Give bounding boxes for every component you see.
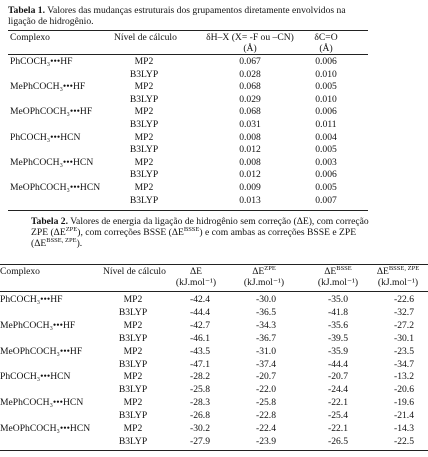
table2-header-e1-unit: (kJ.mol⁻¹)	[175, 277, 217, 288]
cell-complexo: PhCOCH₃•••HCN	[10, 131, 81, 143]
cell-e2: -36.7	[256, 332, 276, 344]
cell-complexo: MePhCOCH₃•••HF	[10, 81, 86, 93]
cell-e4: -21.4	[394, 410, 414, 422]
table-row	[0, 436, 428, 448]
table2-header-e2-label: ΔE	[252, 266, 265, 277]
cell-e1: -30.2	[190, 423, 210, 434]
cell-dhx: 0.029	[239, 93, 261, 105]
cell-e1: -42.4	[190, 294, 210, 305]
cell-complexo: MePhCOCH₃•••HCN	[0, 397, 84, 409]
cell-dco: 0.006	[315, 106, 337, 118]
table2-caption-sup-bsse: BSSE	[183, 225, 200, 233]
cell-e4: -30.1	[394, 332, 414, 344]
table-row	[0, 346, 428, 358]
cell-dhx: 0.012	[239, 144, 261, 156]
table2-caption-line3-rest: ).	[76, 238, 83, 249]
cell-dco: 0.007	[315, 194, 337, 206]
cell-e4: -14.3	[394, 423, 414, 434]
cell-nivel: B3LYP	[118, 435, 148, 447]
cell-dhx: 0.067	[239, 56, 261, 67]
table-row	[0, 307, 428, 319]
table2-header-nivel: Nível de cálculo	[103, 266, 166, 277]
table1-header-rule	[8, 54, 368, 55]
table-row	[0, 106, 428, 118]
cell-dco: 0.006	[315, 56, 337, 67]
cell-dhx: 0.031	[239, 119, 261, 130]
cell-e1: -47.1	[190, 358, 210, 370]
table-row	[0, 119, 428, 131]
table2-header-e3-unit: (kJ.mol⁻¹)	[317, 277, 359, 288]
cell-nivel: MP2	[134, 81, 154, 93]
cell-nivel: MP2	[123, 371, 143, 383]
cell-e3: -22.1	[328, 397, 348, 409]
cell-nivel: MP2	[134, 56, 154, 67]
table1-caption-label: Tabela 1.	[8, 5, 45, 16]
table2-header-e1	[170, 266, 222, 288]
table2-caption-line2-rest2: ) e com ambas as correções BSSE e ZPE	[199, 227, 357, 238]
table2-caption-line2: ZPE (ΔE	[31, 227, 66, 238]
table2-header-e4-unit: (kJ.mol⁻¹)	[377, 277, 419, 288]
cell-nivel: MP2	[123, 397, 143, 409]
cell-nivel: MP2	[123, 345, 143, 357]
cell-e1: -28.2	[190, 371, 210, 383]
cell-e3: -22.1	[328, 423, 348, 434]
cell-nivel: B3LYP	[118, 410, 148, 422]
cell-e3: -24.4	[328, 384, 348, 396]
table-row	[0, 397, 428, 409]
table-row	[0, 94, 428, 106]
cell-nivel: MP2	[123, 423, 143, 434]
table1-header-dhx-label: δH–X (X= -F ou –CN)	[206, 32, 294, 43]
table2-top-rule	[0, 264, 428, 265]
table2-header-e3	[310, 266, 366, 288]
cell-dco: 0.010	[315, 68, 337, 80]
cell-nivel: B3LYP	[118, 358, 148, 370]
cell-dco: 0.011	[315, 119, 337, 130]
cell-nivel: B3LYP	[129, 68, 159, 80]
table1-top-rule	[8, 30, 368, 31]
cell-dco: 0.005	[315, 144, 337, 156]
table-row	[0, 182, 428, 194]
cell-e3: -35.9	[328, 345, 348, 357]
cell-e4: -22.6	[394, 294, 414, 305]
cell-e4: -13.2	[394, 371, 414, 383]
cell-nivel: B3LYP	[129, 194, 159, 206]
cell-complexo: PhCOCH₃•••HF	[0, 294, 63, 305]
cell-nivel: B3LYP	[118, 332, 148, 344]
cell-e2: -22.0	[256, 384, 276, 396]
cell-complexo: PhCOCH₃•••HCN	[0, 371, 71, 383]
cell-e2: -34.3	[256, 319, 276, 331]
cell-e2: -37.4	[256, 358, 276, 370]
table2-header-e2-sup: ZPE	[264, 264, 276, 272]
cell-e4: -20.6	[394, 384, 414, 396]
table1-header-complexo: Complexo	[10, 32, 50, 43]
cell-nivel: B3LYP	[129, 119, 159, 130]
cell-e2: -22.4	[256, 423, 276, 434]
cell-e2: -25.8	[256, 397, 276, 409]
cell-dco: 0.004	[315, 131, 337, 143]
cell-e2: -20.7	[256, 371, 276, 383]
cell-complexo: MeOPhCOCH₃•••HCN	[0, 423, 91, 434]
cell-nivel: MP2	[123, 294, 143, 305]
table2-header-e1-label: ΔE	[189, 266, 203, 277]
cell-dhx: 0.008	[239, 156, 261, 168]
table-row	[0, 320, 428, 332]
table2-caption-sup-bsse-zpe: BSSE, ZPE	[46, 236, 77, 244]
cell-nivel: MP2	[123, 319, 143, 331]
cell-dhx: 0.008	[239, 131, 261, 143]
cell-dco: 0.003	[315, 156, 337, 168]
cell-e4: -23.5	[394, 345, 414, 357]
cell-e1: -27.9	[190, 435, 210, 447]
table2-caption-label: Tabela 2.	[31, 216, 68, 227]
table1-header-dhx	[190, 32, 310, 54]
cell-e4: -27.2	[394, 319, 414, 331]
cell-complexo: MeOPhCOCH₃•••HCN	[10, 182, 101, 193]
cell-e3: -35.0	[328, 294, 348, 305]
table1-caption-line2: ligação de hidrogênio.	[8, 16, 94, 27]
cell-complexo: MeOPhCOCH₃•••HF	[10, 106, 93, 118]
table-row	[0, 359, 428, 371]
cell-dhx: 0.068	[239, 81, 261, 93]
cell-e4: -19.6	[394, 397, 414, 409]
table2-caption-line3: (ΔE	[31, 238, 47, 249]
table1-header-dco-unit: (Å)	[319, 43, 333, 54]
table-row	[0, 333, 428, 345]
cell-dhx: 0.028	[239, 68, 261, 80]
table-row	[0, 81, 428, 93]
cell-nivel: B3LYP	[129, 93, 159, 105]
table1-header-dco-label: δC=O	[314, 32, 338, 43]
table1-caption	[8, 5, 423, 27]
cell-e3: -26.5	[328, 435, 348, 447]
table2-header-e3-sup: BSSE	[336, 264, 352, 272]
cell-e2: -31.0	[256, 345, 276, 357]
table1-header-nivel: Nível de cálculo	[114, 32, 177, 43]
table-row	[0, 56, 428, 68]
table2-header-e4-sup: BSSE, ZPE	[388, 264, 420, 272]
cell-e1: -42.7	[190, 319, 210, 331]
cell-dco: 0.005	[315, 182, 337, 193]
table-row	[0, 157, 428, 169]
table-row	[0, 423, 428, 435]
cell-e1: -28.3	[190, 397, 210, 409]
cell-e3: -44.4	[328, 358, 348, 370]
cell-nivel: MP2	[134, 131, 154, 143]
cell-nivel: MP2	[134, 106, 154, 118]
cell-dco: 0.005	[315, 81, 337, 93]
cell-complexo: MeOPhCOCH₃•••HF	[0, 345, 83, 357]
cell-e1: -25.8	[190, 384, 210, 396]
table2-caption	[31, 216, 423, 249]
cell-dhx: 0.013	[239, 194, 261, 206]
cell-complexo: PhCOCH₃•••HF	[10, 56, 73, 67]
cell-e2: -30.0	[256, 294, 276, 305]
cell-e2: -23.9	[256, 435, 276, 447]
cell-e1: -26.8	[190, 410, 210, 422]
table2-header-e3-label: ΔE	[324, 266, 337, 277]
cell-nivel: B3LYP	[118, 384, 148, 396]
table-row	[0, 384, 428, 396]
cell-e1: -44.4	[190, 306, 210, 318]
cell-nivel: B3LYP	[129, 144, 159, 156]
table-row	[0, 371, 428, 383]
table2-caption-sup-zpe: ZPE	[65, 225, 78, 233]
cell-e4: -32.7	[394, 306, 414, 318]
table2-header-rule	[0, 291, 428, 292]
table2-header-e4	[368, 266, 428, 288]
table2-caption-line1: Valores de energia da ligação de hidrogênio sem correção (ΔE), com correção	[67, 216, 369, 227]
table1-header-dco	[300, 32, 352, 54]
table2-header-e4-label: ΔE	[376, 266, 389, 277]
cell-e3: -41.8	[328, 306, 348, 318]
cell-e3: -35.6	[328, 319, 348, 331]
table1-bottom-rule	[8, 210, 368, 211]
cell-nivel: B3LYP	[129, 169, 159, 181]
table1-header-dhx-unit: (Å)	[243, 43, 257, 54]
table-row	[0, 294, 428, 306]
cell-complexo: MePhCOCH₃•••HF	[0, 319, 76, 331]
cell-e2: -22.8	[256, 410, 276, 422]
cell-nivel: B3LYP	[118, 306, 148, 318]
cell-dhx: 0.012	[239, 169, 261, 181]
cell-complexo: MePhCOCH₃•••HCN	[10, 156, 94, 168]
cell-dco: 0.006	[315, 169, 337, 181]
cell-e3: -25.4	[328, 410, 348, 422]
cell-e4: -34.7	[394, 358, 414, 370]
table-row	[0, 69, 428, 81]
cell-e4: -22.5	[394, 435, 414, 447]
cell-e2: -36.5	[256, 306, 276, 318]
table2-caption-line2-rest: ), com correções BSSE (ΔE	[77, 227, 184, 238]
table-row	[0, 169, 428, 181]
table-row	[0, 410, 428, 422]
table1-caption-line1: Valores das mudanças estruturais dos grupamentos diretamente envolvidos na	[44, 5, 346, 16]
table-row	[0, 144, 428, 156]
cell-dhx: 0.009	[239, 182, 261, 193]
cell-e3: -39.5	[328, 332, 348, 344]
cell-dhx: 0.068	[239, 106, 261, 118]
table2-header-complexo: Complexo	[0, 266, 40, 277]
table2-bottom-rule	[0, 450, 428, 451]
cell-nivel: MP2	[134, 182, 154, 193]
table-row	[0, 195, 428, 207]
cell-e1: -46.1	[190, 332, 210, 344]
table-row	[0, 132, 428, 144]
cell-dco: 0.010	[315, 93, 337, 105]
cell-e1: -43.5	[190, 345, 210, 357]
cell-e3: -20.7	[328, 371, 348, 383]
cell-nivel: MP2	[134, 156, 154, 168]
table2-header-e2	[236, 266, 292, 288]
table2-header-e2-unit: (kJ.mol⁻¹)	[243, 277, 285, 288]
